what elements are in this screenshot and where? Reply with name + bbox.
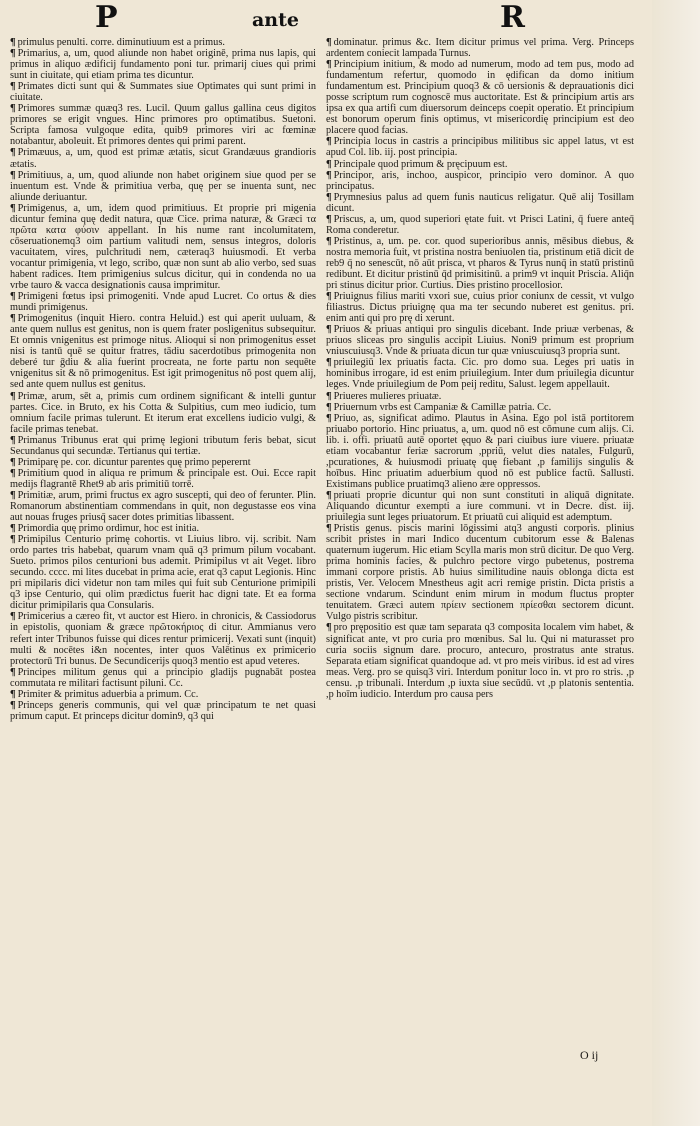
entry-text: Priuignus filius mariti vxori sue, cuius prior coniunx de cessit, vt vulgo filiastrus. Dictus priuignę qua ma ter secundo nuberet est genitus. pri. enim anti qui pro prę di xerunt. bbox=[326, 291, 634, 325]
entry-text: Primipilus Centurio primę cohortis. vt Liuius libro. vij. scribit. Nam ordo partes tris habebat, quarum vnam quā q3 primum pilum vocabant. Sueto. primos pilos centurioni bus ademit. Primipilus vt ait Veget. libro secundo. cccc. mi lites ducebat in prima acie, erat q3 caput Legionis. Hinc pri mipilaris dici videtur non tam miles qui fuit sub Centurione primipili q3 ipse Centurio, qui olim prædictus fuerit hac digni tate. Et ea forma dicitur primipilaris qua Consularis. bbox=[10, 534, 316, 612]
pilcrow-icon: ¶ bbox=[326, 213, 332, 225]
dictionary-entry bbox=[326, 523, 634, 622]
pilcrow-icon: ¶ bbox=[10, 169, 16, 181]
entry-text: Primogenitus (inquit Hiero. contra Heluid.) est qui aperit uuluam, & ante quem nullus est genitus, non is quem frater posligenitus subsequitur. Et omnis vnigenitus est primoge nitus. Alioqui si non primogenitus esset nisi is tantū quē se quitur fratres, tādiu sacerdotibus primogenita non deberé tur ḡdiu & alia fuerint procreata, ne forte partu non sequēte vnigenitus sit & nō primogenitus. Est igit primogenitus nō post quem alij, sed ante quem nullus est genitus. bbox=[10, 313, 316, 391]
dictionary-entry bbox=[326, 622, 634, 699]
dictionary-entry bbox=[10, 48, 316, 81]
header-letter-right: R bbox=[500, 0, 525, 35]
dictionary-entry bbox=[10, 203, 316, 291]
dictionary-entry bbox=[10, 523, 316, 534]
pilcrow-icon: ¶ bbox=[10, 313, 16, 325]
dictionary-entry bbox=[326, 214, 634, 236]
header-word: ante bbox=[252, 9, 299, 31]
dictionary-entry bbox=[326, 402, 634, 413]
pilcrow-icon: ¶ bbox=[10, 37, 16, 48]
entry-text: Pristis genus. piscis marini lōgissimi atq3 angusti corporis. plinius scribit pristes in mari Indico ducentum cubitorum esse & Balenas quaternum iugerum. Hic etiam Scylla maris mon strū dicitur. De quo Verg. prima hominis facies, & pulchro pectore virgo pubetenus, postrema immani corpore pristis. Ab huius similitudine nauis oblonga dicta est pristis, Ver. Velocem Mnestheus agit acri remige pristin. Dicta pristis a sectione vndarum. Scindunt enim mirum in modum fluctus propter tenuitatem. Græci autem πρίειν sectionem πρίεσθαι sectorem dicunt. Vulgo pistris scribitur. bbox=[326, 523, 634, 623]
entry-text: Priuernum vrbs est Campaniæ & Camillæ patria. Cc. bbox=[333, 401, 552, 413]
entry-text: Primates dicti sunt qui & Summates siue Optimates qui sunt primi in ciuitate. bbox=[10, 81, 316, 104]
dictionary-entry bbox=[10, 391, 316, 435]
pilcrow-icon: ¶ bbox=[326, 390, 332, 402]
entry-text: Principium initium, & modo ad numerum, modo ad tem pus, modo ad fundamentum refertur, quomodo in ędifican da domo initium fundamentum est. Principium quoq3 & cō uersionis & deprauationis dici posse scriptum rum cognoscē mus auctoritate. Est & principium artis ars ipsa ex qua artifi cum diuersorum deinceps coepit operatio. Et principium est bonorum operum finis optimus, vt misericordię principium est deo placere quod facias. bbox=[326, 59, 634, 137]
pilcrow-icon: ¶ bbox=[10, 467, 16, 479]
entry-text: priuati proprie dicuntur qui non sunt constituti in aliquā dignitate. Aliquando dicuntur exempti a iure communi. vt in Decre. dist. iij. priuilegia sunt leges priuatorum. Et priuatū cui aliquid est ademptum. bbox=[326, 489, 634, 524]
entry-text: Primigeni fœtus ipsi primogeniti. Vnde apud Lucret. Co ortus & dies mundi primigenus. bbox=[10, 291, 316, 314]
dictionary-entry bbox=[326, 159, 634, 170]
dictionary-entry bbox=[10, 468, 316, 490]
dictionary-entry bbox=[326, 37, 634, 59]
pilcrow-icon: ¶ bbox=[326, 622, 332, 634]
pilcrow-icon: ¶ bbox=[326, 489, 332, 501]
entry-text: Primores summæ quæq3 res. Lucil. Quum gallus gallina ceus digitos primores se erigit vngues. Hinc primores pro optimatibus. Suetoni. Scripta famosa vulgoque edita, quib9 primores viri ac fœminæ notabantur, aboleuit. Et primores dentes qui primi parent. bbox=[10, 103, 316, 148]
left-column bbox=[10, 37, 316, 1044]
entry-text: Primitium quod in aliqua re primum & principale est. Oui. Ecce rapit medijs flagrantē Rhet9 ab aris primitiū torrē. bbox=[10, 467, 316, 490]
entry-text: dominatur. primus &c. Item dicitur primus vel prima. Verg. Princeps ardentem coniecit lampada Turnus. bbox=[326, 37, 634, 60]
entry-text: primulus penulti. corre. diminutiuum est a primus. bbox=[17, 37, 225, 48]
dictionary-entry bbox=[326, 59, 634, 136]
dictionary-entry bbox=[10, 611, 316, 666]
pilcrow-icon: ¶ bbox=[10, 291, 16, 303]
dictionary-entry bbox=[326, 170, 634, 192]
entry-text: Principale quod primum & pręcipuum est. bbox=[333, 158, 508, 170]
running-header bbox=[0, 0, 700, 36]
pilcrow-icon: ¶ bbox=[326, 158, 332, 170]
pilcrow-icon: ¶ bbox=[10, 103, 16, 115]
dictionary-entry bbox=[10, 667, 316, 689]
dictionary-entry bbox=[326, 192, 634, 214]
pilcrow-icon: ¶ bbox=[10, 390, 16, 402]
entry-text: Primigenus, a, um, idem quod primitiuus. Et proprie pri migenia dicuntur femina quę dedit natura, quæ Cice. prima naturæ, & Græci τα πρῶτα κατα φύσιν appellant. In his nume rant incolumitatem, cōseruationemq3 oim partium valitudi nem, sensus integros, doloris vacuitatem, vires, pulchritudi nem, cæteraq3 huiusmodi. Et verba vocantur primigenia, vt lego, scribo, quæ non sunt ab alio verbo, sed suas habent radices. Item primigenius sulcus dicitur, qui in condenda no ua vrbe tauro & vacca designationis causa imprimitur. bbox=[10, 202, 316, 292]
entry-text: Principor, aris, inchoo, auspicor, principio vero dominor. A quo principatus. bbox=[326, 169, 634, 192]
pilcrow-icon: ¶ bbox=[326, 235, 332, 247]
entry-text: Priuo, as, significat adimo. Plautus in Asina. Ego pol istā portitorem priuabo portorio. Hinc priuatus, a, um. quod nō est cōmune cum alijs. Ci. lib. i. offi. priuatū autē oportet ęquo & pari ciuibus iure viuere. priuatæ etiam vocabantur feriæ sacrorum ,ppriū, velut dies natales, Fulgurū, ,pcurationes, & huiusmodi priuatę quę fiebant ,p familijs singulis & hoībus. Hinc priuatim aduerbium quod nō est publice factū. Sallusti. Existimans publice pruatimq3 alieno ære oppressos. bbox=[326, 412, 634, 490]
dictionary-entry bbox=[10, 534, 316, 611]
pilcrow-icon: ¶ bbox=[10, 688, 16, 700]
dictionary-entry bbox=[10, 291, 316, 313]
pilcrow-icon: ¶ bbox=[326, 59, 332, 71]
pilcrow-icon: ¶ bbox=[10, 456, 16, 468]
pilcrow-icon: ¶ bbox=[326, 401, 332, 413]
right-column bbox=[326, 37, 634, 1047]
dictionary-entry bbox=[10, 170, 316, 203]
entry-text: Primæuus, a, um, quod est primæ ætatis, sicut Grandæuus grandioris ætatis. bbox=[10, 147, 316, 170]
dictionary-entry bbox=[326, 291, 634, 324]
entry-text: pro prępositio est quæ tam separata q3 composita localem vim habet, & significat ante, vt pro curia pro mœnibus. Sal lu. Qui ni maturasset pro curia sociis signum dare. procuro, antecuro, prostratus ante stratus. Separata etiam significat quandoque ad. vt pro meis viribus. id est ad vires meas. Verg. pro se quisq3 viri. Interdum ponitur loco in. vt pro ro stris. ,p censu. ,p tribunali. Interdum ,p iuxta siue secūdū. vt ,p platonis sententia. ,p hoīm iudicio. Interdum pro causa pers bbox=[326, 622, 634, 700]
entry-text: Princeps generis communis, qui vel quæ principatum te net quasi primum caput. Et princeps dicitur domin9, q3 qui bbox=[10, 699, 316, 722]
pilcrow-icon: ¶ bbox=[10, 48, 16, 60]
pilcrow-icon: ¶ bbox=[10, 534, 16, 546]
entry-text: Primæ, arum, sēt a, primis cum ordinem significant & intelli guntur partes. Cice. in Bruto, ex his Cotta & Sulpitius, cum meo iudicio, tum omnium facile primas tulerunt. Et iterum erat excellens iudicio vulgi, & facile primas tenebat. bbox=[10, 390, 316, 435]
dictionary-entry bbox=[10, 689, 316, 700]
dictionary-entry bbox=[10, 457, 316, 468]
pilcrow-icon: ¶ bbox=[326, 37, 332, 48]
dictionary-entry bbox=[10, 147, 316, 169]
entry-text: Primitiæ, arum, primi fructus ex agro suscepti, qui deo of ferunter. Plin. Romanorum abstinentiam commendans in quit, non degustasse eos vina aut nouas fruges priusq̄ sacer dotes primitias libassent. bbox=[10, 489, 316, 524]
pilcrow-icon: ¶ bbox=[326, 357, 332, 369]
entry-text: Principes militum genus qui a principio gladijs pugnabāt postea commutata re militari factisunt piluni. Cc. bbox=[10, 666, 316, 689]
entry-text: Principia locus in castris a principibus militibus sic appel latus, vt est apud Col. lib. iij. post principia. bbox=[326, 136, 634, 159]
dictionary-entry bbox=[10, 490, 316, 523]
pilcrow-icon: ¶ bbox=[10, 489, 16, 501]
entry-text: Primordia quę primo ordimur, hoc est initia. bbox=[17, 523, 200, 535]
dictionary-entry bbox=[326, 413, 634, 490]
entry-text: Primiter & primitus aduerbia a primum. Cc. bbox=[17, 688, 199, 700]
entry-text: Priscus, a, um, quod superiori ętate fuit. vt Prisci Latini, q̄ fuere anteq̄ Roma conderetur. bbox=[326, 213, 634, 236]
entry-text: priuilegiū lex priuatis facta. Cic. pro domo sua. Leges pri uatis in hominibus irrogare, id est enim priuilegium. Inter dum priuilegia dicuntur leges. Vnde priuilegium de Pom peij reditu, Salust. legem appellauit. bbox=[326, 357, 634, 391]
dictionary-entry bbox=[10, 435, 316, 457]
entry-text: Primicerius a cæreo fit, vt auctor est Hiero. in chronicis, & Cassiodorus in epistolis, quoniam & græce πρῶτοκήριος di citur. Ammianus vero refert inter Tribunos fuisse qui dices rentur primicerij. Vexati sunt (inquit) multi & nocētes i&n nocentes, inter quos Valētinus ex primicerio protectorū Tri bunus. De Secundicerijs quoq3 mentio est apud veteres. bbox=[10, 611, 316, 667]
pilcrow-icon: ¶ bbox=[326, 169, 332, 181]
dictionary-entry bbox=[326, 490, 634, 523]
entry-text: Primanus Tribunus erat qui primę legioni tributum feris bebat, sicut Secundanus qui secundæ. Tertianus qui tertiæ. bbox=[10, 434, 316, 457]
entry-text: Priuos & priuas antiqui pro singulis dicebant. Inde priuæ verbenas, & priuos sliceas pro singulis accipit Liuius. Noni9 primum est proprium vniuscuiusq3. Vnde & priuata dicun tur quæ vniuscuiusq3 propria sunt. bbox=[326, 324, 634, 358]
pilcrow-icon: ¶ bbox=[10, 434, 16, 446]
pilcrow-icon: ¶ bbox=[10, 523, 16, 535]
pilcrow-icon: ¶ bbox=[326, 412, 332, 424]
pilcrow-icon: ¶ bbox=[326, 291, 332, 303]
header-letter-left: P bbox=[95, 0, 118, 35]
dictionary-entry bbox=[326, 236, 634, 291]
dictionary-entry bbox=[326, 324, 634, 357]
entry-text: Prymnesius palus ad quem funis nauticus religatur. Quē alij Tosillam dicunt. bbox=[326, 191, 634, 214]
pilcrow-icon: ¶ bbox=[10, 666, 16, 678]
dictionary-entry bbox=[10, 700, 316, 722]
pilcrow-icon: ¶ bbox=[326, 324, 332, 336]
entry-text: Primitiuus, a, um, quod aliunde non habet originem siue quod per se inuentum est. Vnde & primitiua verba, quę per se inuenta sunt, nec aliunde deriuantur. bbox=[10, 169, 316, 203]
dictionary-entry bbox=[10, 81, 316, 103]
pilcrow-icon: ¶ bbox=[10, 202, 16, 214]
entry-text: Primarius, a, um, quod aliunde non habet originē, prima nus lapis, qui primus in aliquo ædificij fundamento poni tur. primarij ciues qui primi sunt in ciuitate, qui etiam prima tes dicuntur. bbox=[10, 48, 316, 82]
entry-text: Pristinus, a, um. pe. cor. quod superioribus annis, mēsibus diebus, & nostra memoria fuit, vt pristina nostra beniuolen tia, pristinum etiā dicit de reb9 q̄ no senescūt, nō aūt prisca, vt pharos & Tyrus nunq̄ in statū pristinū redibunt. Et dicitur pristinū q̄d primisitinū. a prim9 vt inquit Priscia. Aliq̄n pri stinus dicitur prior. Curtius. Dies pristino procellosior. bbox=[326, 235, 634, 292]
dictionary-entry bbox=[10, 37, 316, 48]
pilcrow-icon: ¶ bbox=[10, 611, 16, 623]
page-margin bbox=[652, 0, 700, 1126]
pilcrow-icon: ¶ bbox=[10, 699, 16, 711]
pilcrow-icon: ¶ bbox=[326, 136, 332, 148]
dictionary-entry bbox=[326, 136, 634, 158]
entry-text: Primiparę pe. cor. dicuntur parentes quę primo peperernt bbox=[17, 456, 251, 468]
dictionary-entry bbox=[10, 103, 316, 147]
dictionary-entry bbox=[326, 357, 634, 390]
pilcrow-icon: ¶ bbox=[10, 147, 16, 159]
signature-mark: O ij bbox=[580, 1048, 599, 1062]
pilcrow-icon: ¶ bbox=[10, 81, 16, 93]
pilcrow-icon: ¶ bbox=[326, 191, 332, 203]
pilcrow-icon: ¶ bbox=[326, 523, 332, 535]
entry-text: Priueres mulieres priuatæ. bbox=[333, 390, 442, 402]
dictionary-entry bbox=[10, 313, 316, 390]
dictionary-entry bbox=[326, 391, 634, 402]
